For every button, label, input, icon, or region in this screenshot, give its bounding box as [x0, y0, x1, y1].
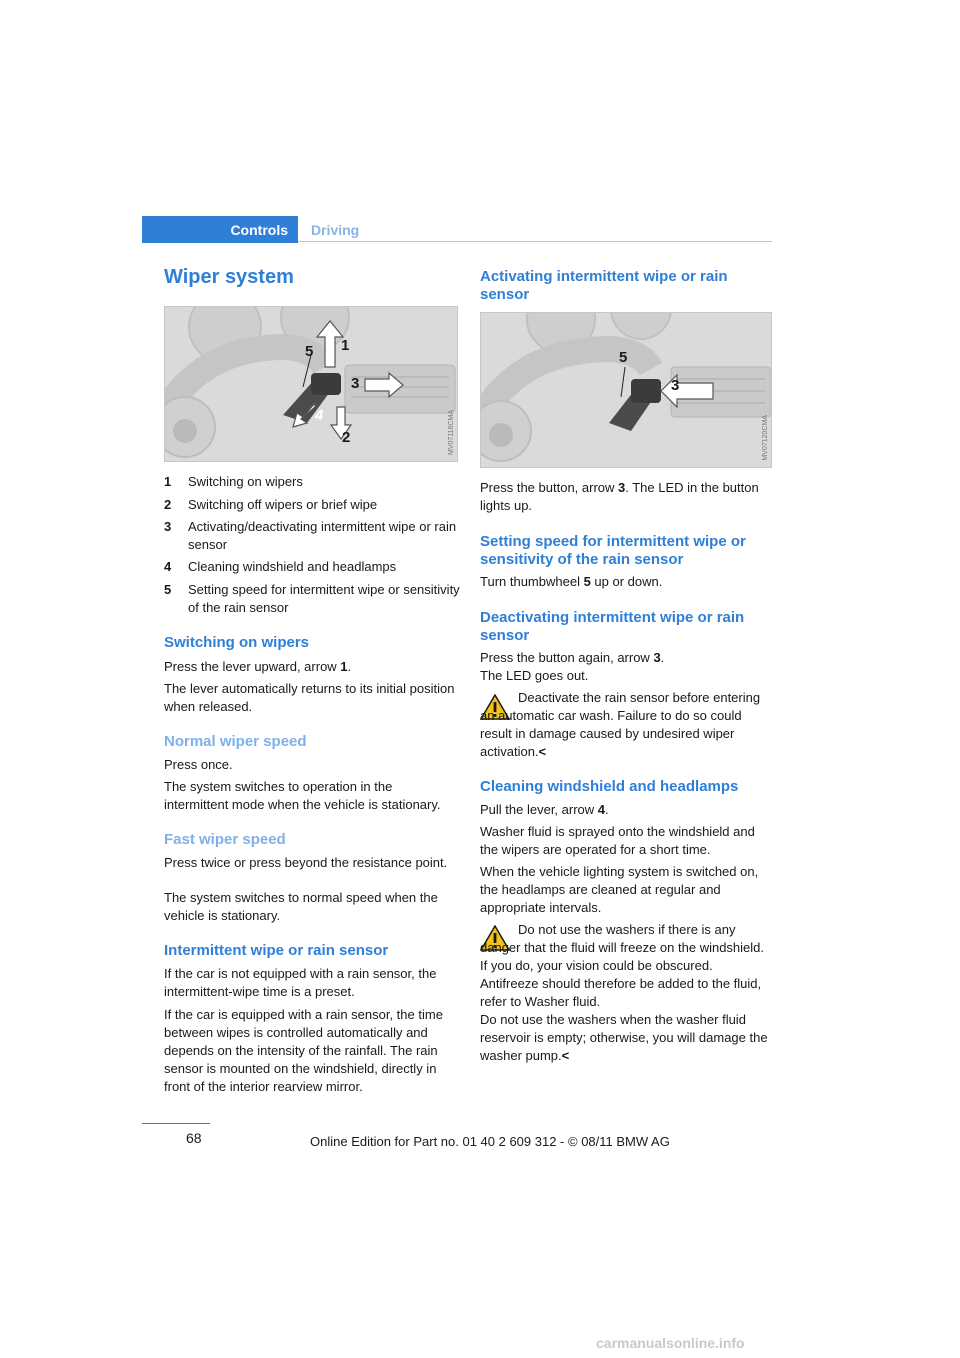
callout-3: 3 — [351, 375, 360, 392]
list-item — [164, 558, 460, 576]
list-number: 4 — [164, 559, 172, 574]
page-title: Wiper system — [164, 266, 294, 288]
page-number: 68 — [186, 1130, 202, 1146]
list-item — [164, 496, 460, 514]
list-text: Setting speed for intermittent wipe or sensitivity of the rain sensor — [188, 582, 460, 615]
paragraph: The system switches to normal speed when the vehicle is stationary. — [164, 890, 438, 923]
figure-code: MV07120CMA — [762, 415, 769, 461]
paragraph: The LED goes out. — [480, 668, 589, 683]
callout-1: 1 — [341, 337, 350, 354]
list-number: 5 — [164, 582, 172, 597]
wiper-button-figure — [480, 312, 772, 468]
heading-deactivating: Deactivating intermittent wipe or rain sensor — [480, 609, 745, 644]
callout-4: 4 — [315, 407, 324, 424]
paragraph: Press the button, arrow 3. The LED in the button lights up. — [480, 480, 759, 513]
heading-cleaning-windshield: Cleaning windshield and headlamps — [480, 778, 739, 795]
paragraph: If the car is equipped with a rain sensor, the time between wipes is controlled automatically and depends on the intensity of the rainfall. The rain sensor is mounted on the windshield, directly in front of the interior rearview mirror. — [164, 1007, 443, 1094]
footer-divider — [142, 1123, 210, 1124]
heading-fast-wiper-speed: Fast wiper speed — [164, 831, 286, 848]
edition-footer: Online Edition for Part no. 01 40 2 609 312 - © 08/11 BMW AG — [310, 1134, 670, 1149]
paragraph: Press the lever upward, arrow 1. — [164, 659, 352, 674]
paragraph: Press twice or press beyond the resistance point. — [164, 855, 448, 870]
paragraph: Washer fluid is sprayed onto the windshield and the wipers are operated for a short time. — [480, 824, 755, 857]
heading-intermittent-wipe: Intermittent wipe or rain sensor — [164, 942, 389, 959]
watermark: carmanualsonline.info — [596, 1335, 745, 1351]
wiper-lever-illustration — [165, 307, 458, 462]
paragraph: Turn thumbwheel 5 up or down. — [480, 574, 663, 589]
section-tab-driving: Driving — [311, 222, 360, 238]
list-number: 1 — [164, 474, 172, 489]
heading-activating-intermittent: Activating intermittent wipe or rain sensor — [480, 268, 728, 303]
warning-text: Deactivate the rain sensor before entering an automatic car wash. Failure to do so could result in damage caused by undesired wiper activation.< — [480, 690, 761, 759]
paragraph: The system switches to operation in the intermittent mode when the vehicle is stationary. — [164, 779, 441, 812]
warning-text: Do not use the washers if there is any danger that the fluid will freeze on the windshield. If you do, your vision could be obscured. Antifreeze should therefore be added to the fluid, refer to Washer fluid. — [480, 922, 765, 1009]
list-text: Switching on wipers — [188, 474, 303, 489]
heading-normal-wiper-speed: Normal wiper speed — [164, 733, 307, 750]
paragraph: If the car is not equipped with a rain sensor, the intermittent-wipe time is a preset. — [164, 966, 437, 999]
callout-3: 3 — [671, 377, 680, 394]
callout-2: 2 — [342, 429, 351, 446]
paragraph: When the vehicle lighting system is switched on, the headlamps are cleaned at regular and appropriate intervals. — [480, 864, 759, 915]
list-item — [164, 518, 460, 554]
heading-setting-speed: Setting speed for intermittent wipe or sensitivity of the rain sensor — [480, 533, 746, 568]
paragraph: Press the button again, arrow 3. — [480, 650, 665, 665]
header-divider — [298, 241, 772, 242]
warning-text: Do not use the washers when the washer fluid reservoir is empty; otherwise, you will damage the washer pump.< — [480, 1012, 768, 1063]
figure-code: MV07116CMA — [448, 409, 455, 455]
section-tab-controls: Controls — [142, 216, 298, 243]
callout-5: 5 — [619, 349, 628, 366]
list-text: Activating/deactivating intermittent wipe or rain sensor — [188, 519, 457, 552]
list-number: 2 — [164, 497, 172, 512]
wiper-button-illustration — [481, 313, 772, 468]
list-number: 3 — [164, 519, 172, 534]
heading-switching-on-wipers: Switching on wipers — [164, 634, 310, 651]
callout-5: 5 — [305, 343, 314, 360]
list-text: Cleaning windshield and headlamps — [188, 559, 397, 574]
wiper-lever-figure — [164, 306, 458, 462]
list-item — [164, 581, 460, 617]
paragraph: Pull the lever, arrow 4. — [480, 802, 609, 817]
list-item — [164, 473, 460, 491]
paragraph: Press once. — [164, 757, 233, 772]
list-text: Switching off wipers or brief wipe — [188, 497, 378, 512]
paragraph: The lever automatically returns to its initial position when released. — [164, 681, 455, 714]
